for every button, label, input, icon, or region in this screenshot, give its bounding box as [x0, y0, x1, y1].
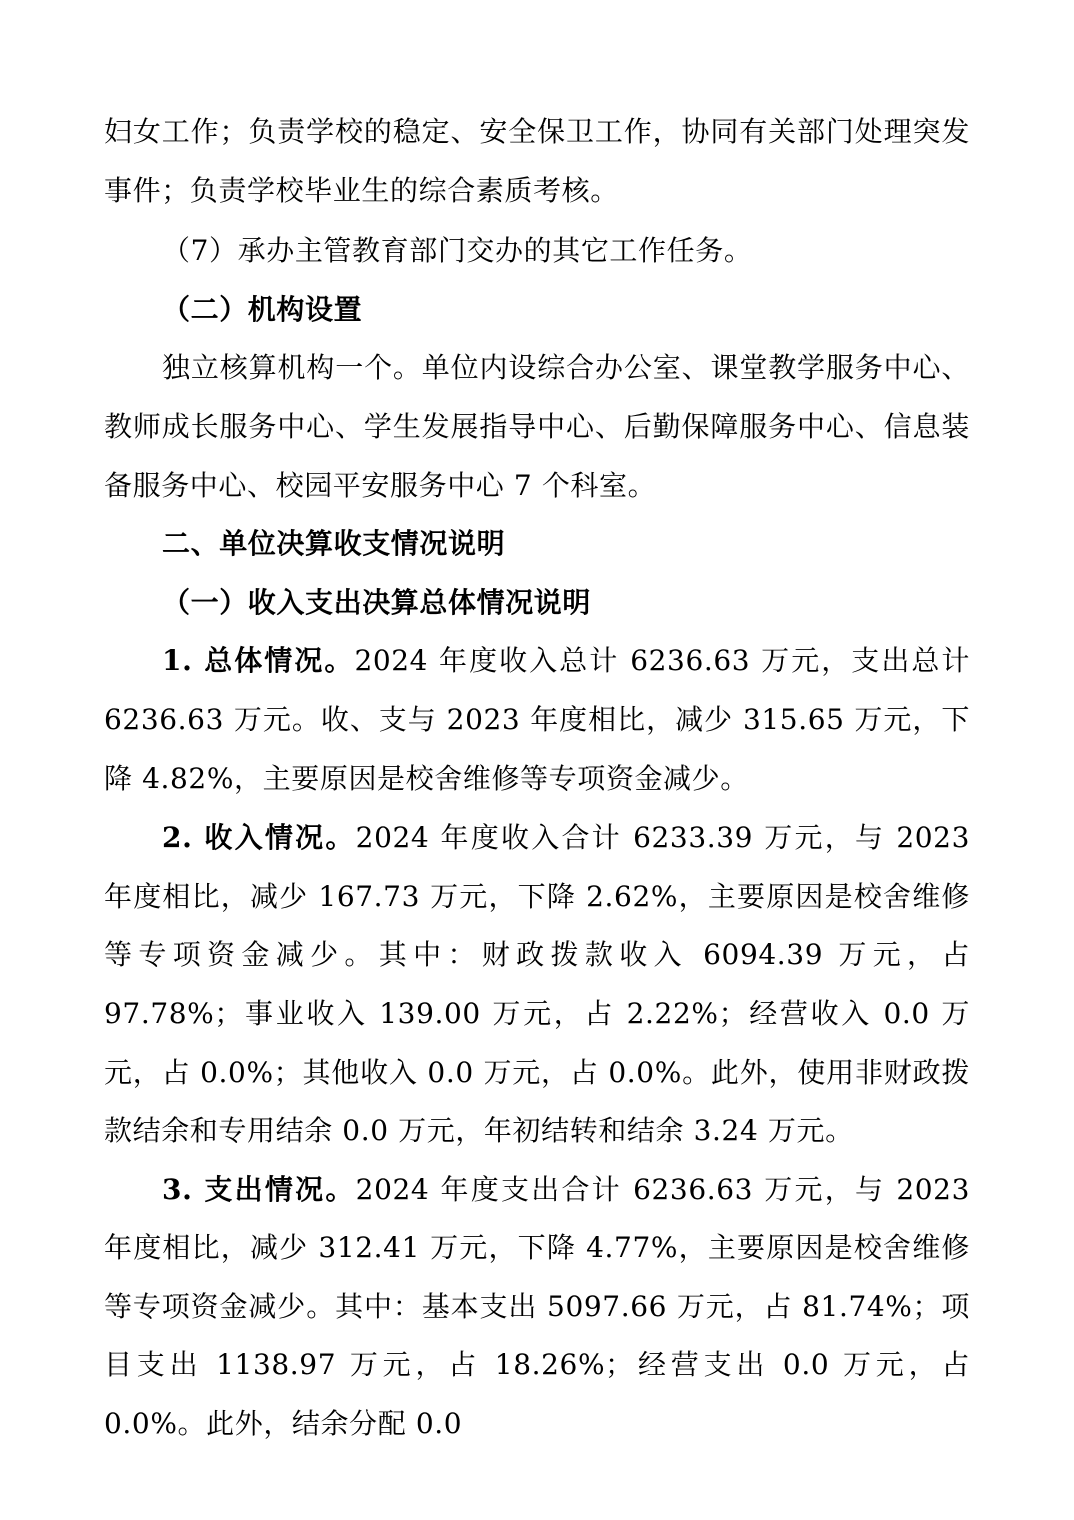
- income-paragraph: [104, 809, 970, 1161]
- expense-body: 2024 年度支出合计 6236.63 万元，与 2023 年度相比，减少 312.41 万元，下降 4.77%，主要原因是校舍维修等专项资金减少。其中：基本支出 5097.66 万元，占 81.74%；项目支出 1138.97 万元，占 18.26%；经营支出 0.0 万元，占 0.0%。此外，结余分配 0.0: [104, 1172, 970, 1441]
- overall-paragraph: [104, 632, 970, 808]
- document-page: [104, 103, 970, 1454]
- chapter-2-heading: 二、单位决算收支情况说明: [162, 527, 506, 561]
- expense-paragraph: [104, 1161, 970, 1454]
- section-2-heading: （二）机构设置: [162, 292, 363, 326]
- overall-body: 2024 年度收入总计 6236.63 万元，支出总计 6236.63 万元。收、支与 2023 年度相比，减少 315.65 万元，下降 4.82%，主要原因是校舍维修等专项资金减少。: [104, 644, 971, 795]
- subsection-1-heading: （一）收入支出决算总体情况说明: [162, 585, 592, 619]
- overall-lead: 1. 总体情况。: [162, 644, 355, 678]
- section-2-body: 独立核算机构一个。单位内设综合办公室、课堂教学服务中心、教师成长服务中心、学生发展指导中心、后勤保障服务中心、信息装备服务中心、校园平安服务中心 7 个科室。: [104, 351, 970, 502]
- expense-lead: 3. 支出情况。: [162, 1172, 356, 1206]
- item-7-paragraph: （7）承办主管教育部门交办的其它工作任务。: [162, 234, 753, 268]
- continuation-paragraph: 妇女工作；负责学校的稳定、安全保卫工作，协同有关部门处理突发事件；负责学校毕业生的综合素质考核。: [104, 115, 970, 207]
- income-lead: 2. 收入情况。: [162, 821, 356, 855]
- income-body: 2024 年度收入合计 6233.39 万元，与 2023 年度相比，减少 167.73 万元，下降 2.62%，主要原因是校舍维修等专项资金减少。其中：财政拨款收入 6094.39 万元，占 97.78%；事业收入 139.00 万元，占 2.22%；经营收入 0.0 万元，占 0.0%；其他收入 0.0 万元，占 0.0%。此外，使用非财政拨款结余和专用结余 0.0 万元，年初结转和结余 3.24 万元。: [104, 821, 970, 1148]
